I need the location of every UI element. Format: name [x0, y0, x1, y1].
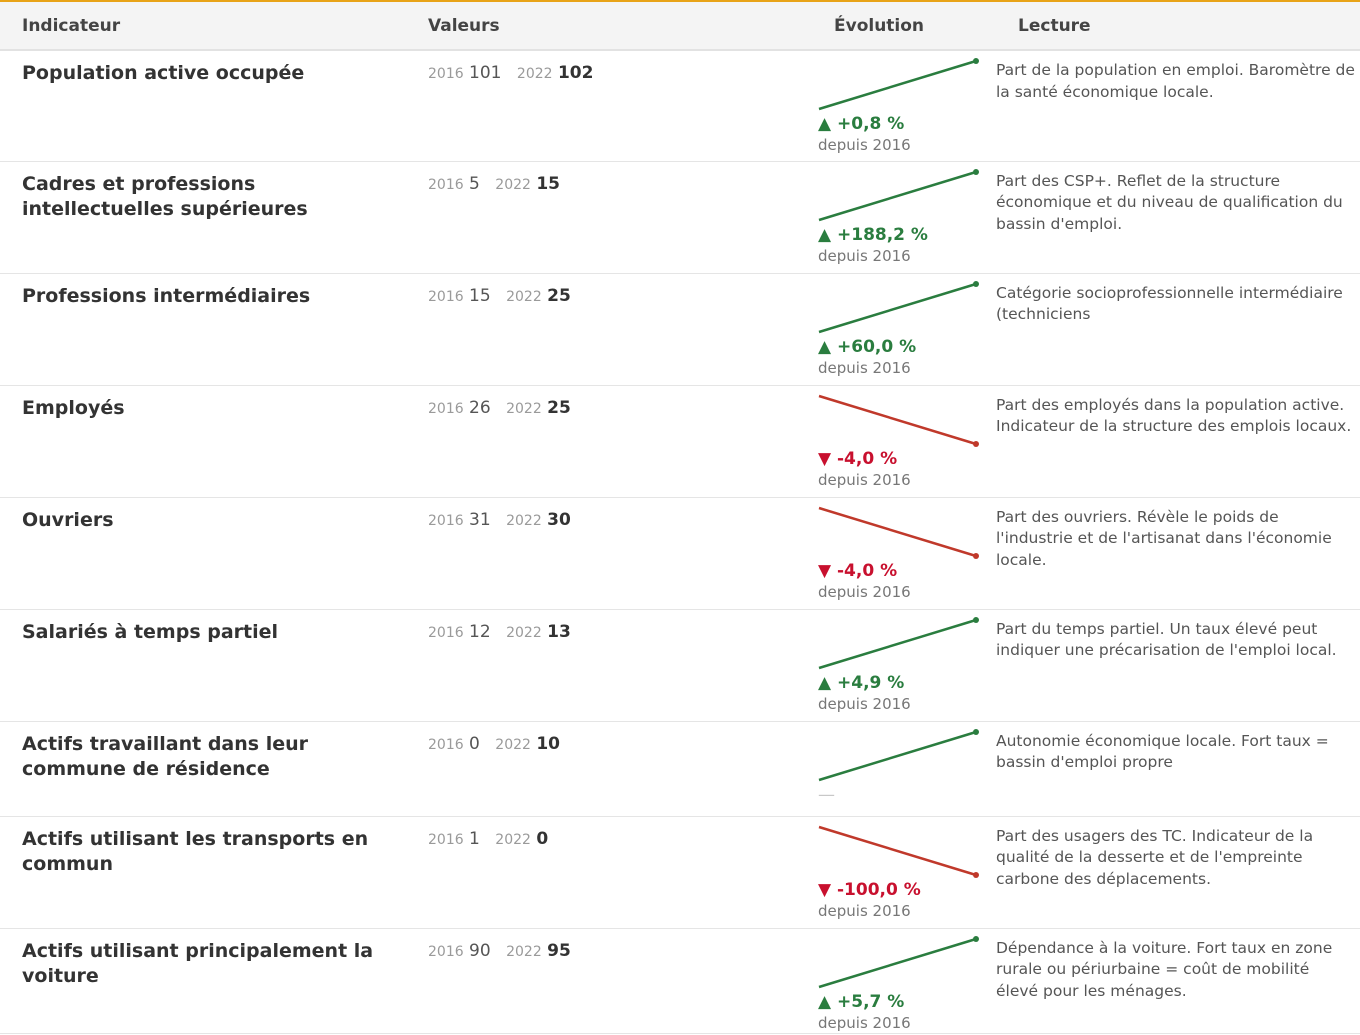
table-row[interactable] — [0, 50, 1360, 161]
indicator-name: Employés — [22, 396, 125, 419]
indicator-name: Actifs utilisant principalement la voiture — [22, 939, 374, 987]
evolution-percent: ▲ +0,8 % — [818, 114, 905, 134]
evolution-cell — [812, 273, 996, 385]
trend-end-dot — [973, 936, 979, 942]
evolution-since: depuis 2016 — [818, 136, 911, 154]
indicator-name: Actifs travaillant dans leur commune de résidence — [22, 732, 308, 780]
reading-text: Autonomie économique locale. Fort taux = bassin d'emploi propre — [996, 731, 1329, 771]
start-value: 0 — [469, 733, 480, 754]
trend-line — [819, 61, 976, 109]
column-header-indicator[interactable]: Indicateur — [0, 2, 406, 50]
values-cell — [406, 161, 812, 273]
evolution-since: depuis 2016 — [818, 901, 911, 920]
trend-end-dot — [973, 872, 979, 878]
indicator-name: Salariés à temps partiel — [22, 620, 279, 643]
table-row[interactable] — [0, 497, 1360, 609]
trend-end-dot — [973, 441, 979, 447]
trend-end-dot — [973, 617, 979, 623]
evolution-percent: ▼ -100,0 % — [818, 879, 921, 900]
evolution-percent: ▲ +5,7 % — [818, 991, 905, 1012]
end-year: 2022 — [495, 831, 531, 848]
column-header-values[interactable]: Valeurs — [406, 2, 812, 50]
start-value: 90 — [469, 940, 491, 961]
indicator-name: Population active occupée — [22, 62, 305, 84]
end-value: 13 — [547, 621, 571, 642]
end-value: 102 — [557, 63, 594, 83]
trend-sparkline — [818, 168, 984, 224]
end-year: 2022 — [506, 512, 542, 529]
start-year: 2016 — [428, 624, 464, 641]
reading-text: Part des ouvriers. Révèle le poids de l'industrie et de l'artisanat dans l'économie locale. — [996, 507, 1332, 569]
start-year: 2016 — [428, 943, 464, 960]
evolution-percent: ▼ -4,0 % — [818, 448, 898, 469]
end-value: 15 — [536, 173, 560, 194]
trend-line — [819, 284, 976, 332]
trend-line — [819, 827, 976, 875]
trend-sparkline — [818, 616, 984, 672]
evolution-since: depuis 2016 — [818, 470, 911, 489]
reading-text: Part du temps partiel. Un taux élevé peut indiquer une précarisation de l'emploi local. — [996, 619, 1337, 659]
table-row[interactable] — [0, 609, 1360, 721]
reading-text: Part des employés dans la population active. Indicateur de la structure des emplois locaux. — [996, 395, 1352, 435]
reading-text: Part de la population en emploi. Baromètre de la santé économique locale. — [996, 61, 1355, 101]
trend-end-dot — [973, 281, 979, 287]
start-value: 15 — [469, 285, 491, 306]
trend-sparkline — [818, 935, 984, 991]
table-header-row — [0, 2, 1360, 50]
values-cell — [406, 50, 812, 161]
trend-line — [819, 939, 976, 987]
table-row[interactable] — [0, 385, 1360, 497]
trend-sparkline — [818, 823, 984, 879]
trend-sparkline — [818, 504, 984, 560]
indicator-name: Actifs utilisant les transports en commun — [22, 827, 369, 875]
trend-end-dot — [973, 553, 979, 559]
trend-sparkline — [818, 392, 984, 448]
evolution-percent: ▼ -4,0 % — [818, 560, 898, 581]
trend-line — [819, 620, 976, 668]
values-cell — [406, 609, 812, 721]
reading-text: Part des CSP+. Reflet de la structure économique et du niveau de qualification du bassin d'emploi. — [996, 171, 1343, 233]
start-year: 2016 — [428, 512, 464, 529]
end-value: 10 — [536, 733, 560, 754]
evolution-cell — [812, 385, 996, 497]
table-row[interactable] — [0, 273, 1360, 385]
end-value: 25 — [547, 397, 571, 418]
end-year: 2022 — [506, 943, 542, 960]
trend-sparkline — [818, 280, 984, 336]
end-value: 95 — [547, 940, 571, 961]
end-value: 25 — [547, 285, 571, 306]
evolution-since: depuis 2016 — [818, 1013, 911, 1032]
indicator-name: Ouvriers — [22, 508, 114, 531]
column-header-reading[interactable]: Lecture — [996, 2, 1360, 50]
indicator-table — [0, 2, 1360, 1034]
trend-end-dot — [973, 58, 979, 64]
indicator-name: Professions intermédiaires — [22, 284, 311, 307]
start-year: 2016 — [428, 288, 464, 305]
evolution-cell — [812, 928, 996, 1033]
trend-line — [819, 508, 976, 556]
evolution-cell — [812, 161, 996, 273]
evolution-since: depuis 2016 — [818, 694, 911, 713]
trend-line — [819, 396, 976, 444]
evolution-cell — [812, 497, 996, 609]
evolution-since: depuis 2016 — [818, 358, 911, 377]
trend-line — [819, 172, 976, 220]
start-value: 101 — [469, 63, 502, 83]
start-year: 2016 — [428, 736, 464, 753]
end-value: 0 — [536, 828, 549, 849]
trend-sparkline — [818, 728, 984, 784]
values-cell — [406, 273, 812, 385]
end-year: 2022 — [516, 66, 553, 82]
trend-end-dot — [973, 729, 979, 735]
indicator-name: Cadres et professions intellectuelles supérieures — [22, 172, 308, 220]
start-year: 2016 — [428, 66, 464, 82]
start-year: 2016 — [428, 831, 464, 848]
table-row[interactable] — [0, 161, 1360, 273]
end-year: 2022 — [495, 736, 531, 753]
end-value: 30 — [547, 509, 571, 530]
start-value: 31 — [469, 509, 491, 530]
trend-end-dot — [973, 169, 979, 175]
evolution-cell — [812, 721, 996, 816]
reading-text: Part des usagers des TC. Indicateur de la qualité de la desserte et de l'empreinte carbone des déplacements. — [996, 826, 1314, 888]
start-value: 12 — [469, 621, 491, 642]
trend-line — [819, 732, 976, 780]
values-cell — [406, 497, 812, 609]
table-row[interactable] — [0, 721, 1360, 816]
start-value: 5 — [469, 173, 480, 194]
end-year: 2022 — [495, 176, 531, 193]
evolution-cell — [812, 609, 996, 721]
values-cell — [406, 385, 812, 497]
evolution-percent: ▲ +60,0 % — [818, 336, 917, 357]
evolution-cell — [812, 50, 996, 161]
evolution-percent: — — [818, 784, 835, 805]
values-cell — [406, 721, 812, 816]
start-value: 1 — [469, 828, 480, 849]
table-row[interactable] — [0, 928, 1360, 1033]
end-year: 2022 — [506, 288, 542, 305]
trend-sparkline — [818, 57, 984, 113]
values-cell — [406, 928, 812, 1033]
start-year: 2016 — [428, 176, 464, 193]
reading-text: Dépendance à la voiture. Fort taux en zone rurale ou périurbaine = coût de mobilité élevé pour les ménages. — [996, 938, 1333, 1000]
end-year: 2022 — [506, 400, 542, 417]
start-year: 2016 — [428, 400, 464, 417]
end-year: 2022 — [506, 624, 542, 641]
evolution-since: depuis 2016 — [818, 582, 911, 601]
evolution-percent: ▲ +4,9 % — [818, 672, 905, 693]
reading-text: Catégorie socioprofessionnelle intermédiaire (techniciens — [996, 283, 1343, 323]
table-row[interactable] — [0, 816, 1360, 928]
start-value: 26 — [469, 397, 491, 418]
evolution-since: depuis 2016 — [818, 246, 911, 265]
values-cell — [406, 816, 812, 928]
column-header-evolution[interactable]: Évolution — [812, 2, 996, 50]
evolution-percent: ▲ +188,2 % — [818, 224, 928, 245]
evolution-cell — [812, 816, 996, 928]
